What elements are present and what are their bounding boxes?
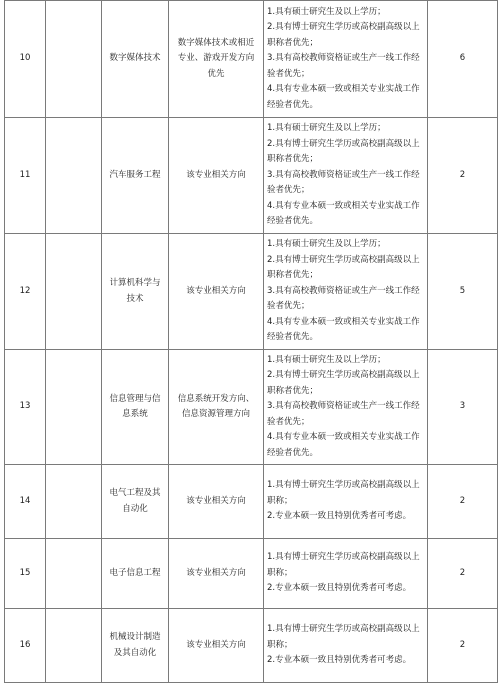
table-row [5, 1, 498, 118]
position-count: 5 [428, 234, 498, 350]
row-number: 10 [5, 1, 46, 118]
requirement-item: 2.具有博士研究生学历或高校副高级以上职称者优先； [267, 370, 420, 396]
requirement-item: 2.专业本硕一致且特别优秀者可考虑。 [267, 511, 412, 522]
table-row [5, 118, 498, 234]
table-row [5, 465, 498, 539]
major-name: 机械设计制造及其自动化 [102, 609, 169, 683]
merged-blank-cell [46, 350, 102, 465]
merged-blank-cell [46, 1, 102, 118]
requirement-item: 4.具有专业本硕一致或相关专业实战工作经验者优先。 [267, 84, 420, 110]
requirement-item: 2.具有博士研究生学历或高校副高级以上职称者优先； [267, 254, 420, 281]
merged-blank-cell [46, 118, 102, 234]
table-row [5, 234, 498, 350]
table-row [5, 539, 498, 609]
position-count: 6 [428, 1, 498, 118]
row-number: 15 [5, 539, 46, 609]
row-number: 14 [5, 465, 46, 539]
requirement-item: 2.具有博士研究生学历或高校副高级以上职称者优先； [267, 22, 420, 48]
requirements-cell [264, 118, 428, 234]
research-direction: 信息系统开发方向、信息资源管理方向 [169, 350, 264, 465]
requirements-cell [264, 539, 428, 609]
requirement-item: 3.具有高校教师资格证或生产一线工作经验者优先； [267, 53, 420, 79]
major-name: 电气工程及其自动化 [102, 465, 169, 539]
research-direction: 该专业相关方向 [169, 609, 264, 683]
requirement-item: 1.具有硕士研究生及以上学历； [267, 239, 386, 250]
requirements-cell [264, 350, 428, 465]
requirement-item: 1.具有硕士研究生及以上学历； [267, 123, 386, 134]
requirement-item: 1.具有博士研究生学历或高校副高级以上职称； [267, 552, 420, 578]
research-direction: 该专业相关方向 [169, 118, 264, 234]
requirements-cell [264, 1, 428, 118]
position-count: 2 [428, 118, 498, 234]
position-count: 2 [428, 465, 498, 539]
merged-blank-cell [46, 234, 102, 350]
requirement-item: 4.具有专业本硕一致或相关专业实战工作经验者优先。 [267, 432, 420, 458]
requirement-item: 2.专业本硕一致且特别优秀者可考虑。 [267, 655, 412, 666]
position-count: 2 [428, 539, 498, 609]
merged-blank-cell [46, 539, 102, 609]
row-number: 16 [5, 609, 46, 683]
major-name: 计算机科学与技术 [102, 234, 169, 350]
table-body [5, 1, 498, 683]
research-direction: 该专业相关方向 [169, 539, 264, 609]
research-direction: 该专业相关方向 [169, 465, 264, 539]
major-name: 电子信息工程 [102, 539, 169, 609]
research-direction: 数字媒体技术或相近专业、游戏开发方向优先 [169, 1, 264, 118]
row-number: 11 [5, 118, 46, 234]
requirement-item: 2.具有博士研究生学历或高校副高级以上职称者优先； [267, 138, 420, 165]
requirement-item: 2.专业本硕一致且特别优秀者可考虑。 [267, 583, 412, 594]
requirement-item: 3.具有高校教师资格证或生产一线工作经验者优先； [267, 285, 420, 312]
position-count: 3 [428, 350, 498, 465]
merged-blank-cell [46, 609, 102, 683]
position-count: 2 [428, 609, 498, 683]
requirement-item: 3.具有高校教师资格证或生产一线工作经验者优先； [267, 401, 420, 427]
row-number: 13 [5, 350, 46, 465]
major-name: 数字媒体技术 [102, 1, 169, 118]
requirements-cell [264, 465, 428, 539]
requirement-item: 1.具有硕士研究生及以上学历； [267, 354, 386, 365]
requirements-cell [264, 609, 428, 683]
recruitment-table [4, 0, 498, 683]
requirements-cell [264, 234, 428, 350]
requirement-item: 4.具有专业本硕一致或相关专业实战工作经验者优先。 [267, 200, 420, 227]
requirement-item: 1.具有博士研究生学历或高校副高级以上职称； [267, 624, 420, 650]
requirement-item: 3.具有高校教师资格证或生产一线工作经验者优先； [267, 169, 420, 196]
table-row [5, 609, 498, 683]
table-row [5, 350, 498, 465]
major-name: 信息管理与信息系统 [102, 350, 169, 465]
requirement-item: 1.具有硕士研究生及以上学历； [267, 6, 386, 17]
research-direction: 该专业相关方向 [169, 234, 264, 350]
requirement-item: 4.具有专业本硕一致或相关专业实战工作经验者优先。 [267, 316, 420, 343]
row-number: 12 [5, 234, 46, 350]
merged-blank-cell [46, 465, 102, 539]
requirement-item: 1.具有博士研究生学历或高校副高级以上职称； [267, 480, 420, 506]
major-name: 汽车服务工程 [102, 118, 169, 234]
